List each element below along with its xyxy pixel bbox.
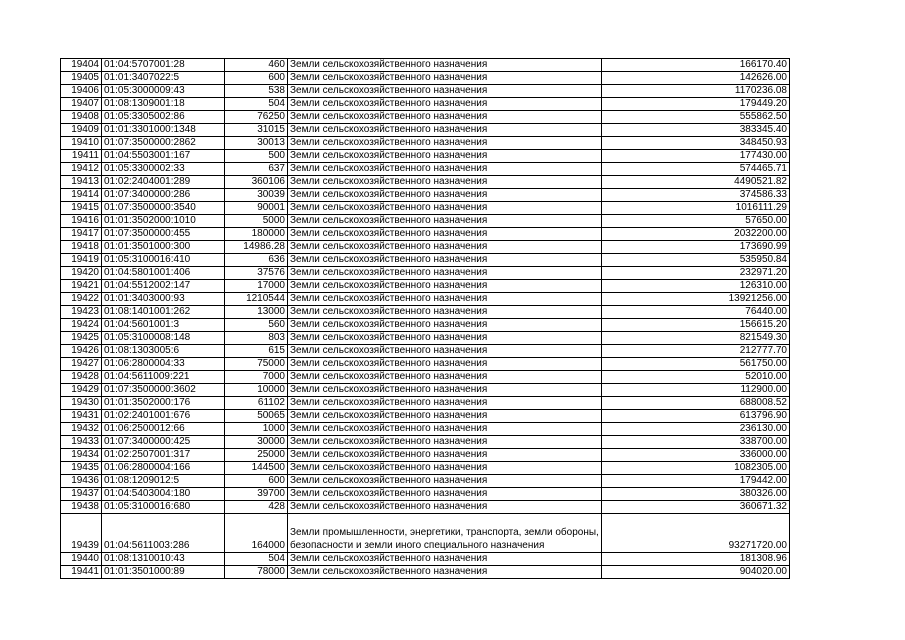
cadastral-value-cell: 348450.93 — [602, 137, 790, 150]
cadastral-number-cell: 01:08:1309001:18 — [102, 98, 225, 111]
table-row — [61, 215, 790, 228]
cadastral-number-cell: 01:06:2800004:33 — [102, 358, 225, 371]
row-number-cell: 19417 — [61, 228, 102, 241]
table-row — [61, 293, 790, 306]
row-number-cell: 19411 — [61, 150, 102, 163]
table-row — [61, 176, 790, 189]
area-cell: 7000 — [225, 371, 288, 384]
cadastral-value-cell: 181308.96 — [602, 553, 790, 566]
row-number-cell: 19407 — [61, 98, 102, 111]
cadastral-number-cell: 01:02:2404001:289 — [102, 176, 225, 189]
area-cell: 360106 — [225, 176, 288, 189]
land-category-cell: Земли сельскохозяйственного назначения — [288, 423, 602, 436]
cadastral-value-cell: 380326.00 — [602, 488, 790, 501]
row-number-cell: 19404 — [61, 59, 102, 72]
land-category-cell: Земли сельскохозяйственного назначения — [288, 358, 602, 371]
area-cell: 61102 — [225, 397, 288, 410]
land-category-cell: Земли сельскохозяйственного назначения — [288, 137, 602, 150]
area-cell: 164000 — [225, 514, 288, 553]
row-number-cell: 19441 — [61, 566, 102, 579]
row-number-cell: 19410 — [61, 137, 102, 150]
row-number-cell: 19436 — [61, 475, 102, 488]
row-number-cell: 19419 — [61, 254, 102, 267]
row-number-cell: 19428 — [61, 371, 102, 384]
table-row — [61, 241, 790, 254]
cadastral-number-cell: 01:07:3500000:3540 — [102, 202, 225, 215]
land-category-cell: Земли сельскохозяйственного назначения — [288, 163, 602, 176]
row-number-cell: 19408 — [61, 111, 102, 124]
row-number-cell: 19423 — [61, 306, 102, 319]
cadastral-number-cell: 01:05:3000009:43 — [102, 85, 225, 98]
table-row — [61, 59, 790, 72]
row-number-cell: 19409 — [61, 124, 102, 137]
cadastral-number-cell: 01:07:3500000:455 — [102, 228, 225, 241]
cadastral-value-cell: 76440.00 — [602, 306, 790, 319]
land-category-cell: Земли сельскохозяйственного назначения — [288, 254, 602, 267]
area-cell: 90001 — [225, 202, 288, 215]
area-cell: 78000 — [225, 566, 288, 579]
cadastral-value-cell: 179442.00 — [602, 475, 790, 488]
land-category-cell: Земли сельскохозяйственного назначения — [288, 85, 602, 98]
cadastral-value-cell: 561750.00 — [602, 358, 790, 371]
land-category-cell: Земли сельскохозяйственного назначения — [288, 267, 602, 280]
table-row — [61, 72, 790, 85]
table-row — [61, 202, 790, 215]
cadastral-number-cell: 01:08:1310010:43 — [102, 553, 225, 566]
land-category-cell: Земли сельскохозяйственного назначения — [288, 215, 602, 228]
table-row — [61, 150, 790, 163]
cadastral-number-cell: 01:06:2500012:66 — [102, 423, 225, 436]
cadastral-value-cell: 57650.00 — [602, 215, 790, 228]
area-cell: 504 — [225, 553, 288, 566]
land-category-cell: Земли сельскохозяйственного назначения — [288, 189, 602, 202]
table-row — [61, 280, 790, 293]
cadastral-value-cell: 236130.00 — [602, 423, 790, 436]
row-number-cell: 19440 — [61, 553, 102, 566]
cadastral-number-cell: 01:04:5611009:221 — [102, 371, 225, 384]
cadastral-value-cell: 126310.00 — [602, 280, 790, 293]
row-number-cell: 19429 — [61, 384, 102, 397]
table-row — [61, 436, 790, 449]
row-number-cell: 19413 — [61, 176, 102, 189]
cadastral-number-cell: 01:07:3500000:2862 — [102, 137, 225, 150]
cadastral-value-cell: 904020.00 — [602, 566, 790, 579]
cadastral-number-cell: 01:01:3501000:300 — [102, 241, 225, 254]
area-cell: 37576 — [225, 267, 288, 280]
land-category-cell: Земли сельскохозяйственного назначения — [288, 397, 602, 410]
land-category-cell: Земли сельскохозяйственного назначения — [288, 475, 602, 488]
cadastral-value-cell: 383345.40 — [602, 124, 790, 137]
row-number-cell: 19437 — [61, 488, 102, 501]
land-category-cell: Земли сельскохозяйственного назначения — [288, 111, 602, 124]
area-cell: 30000 — [225, 436, 288, 449]
area-cell: 1210544 — [225, 293, 288, 306]
land-category-cell: Земли сельскохозяйственного назначения — [288, 306, 602, 319]
table-row — [61, 397, 790, 410]
area-cell: 460 — [225, 59, 288, 72]
land-category-cell: Земли сельскохозяйственного назначения — [288, 319, 602, 332]
cadastral-value-cell: 142626.00 — [602, 72, 790, 85]
cadastral-number-cell: 01:08:1401001:262 — [102, 306, 225, 319]
row-number-cell: 19416 — [61, 215, 102, 228]
cadastral-value-cell: 374586.33 — [602, 189, 790, 202]
cadastral-number-cell: 01:08:1209012:5 — [102, 475, 225, 488]
cadastral-number-cell: 01:05:3305002:86 — [102, 111, 225, 124]
area-cell: 504 — [225, 98, 288, 111]
cadastral-value-cell: 555862.50 — [602, 111, 790, 124]
cadastral-number-cell: 01:01:3502000:1010 — [102, 215, 225, 228]
cadastral-number-cell: 01:01:3501000:89 — [102, 566, 225, 579]
cadastral-number-cell: 01:01:3502000:176 — [102, 397, 225, 410]
table-row — [61, 228, 790, 241]
area-cell: 14986.28 — [225, 241, 288, 254]
table-row — [61, 98, 790, 111]
row-number-cell: 19415 — [61, 202, 102, 215]
area-cell: 637 — [225, 163, 288, 176]
table-row — [61, 319, 790, 332]
cadastral-value-cell: 688008.52 — [602, 397, 790, 410]
row-number-cell: 19414 — [61, 189, 102, 202]
table-row — [61, 410, 790, 423]
cadastral-value-cell: 112900.00 — [602, 384, 790, 397]
land-category-cell: Земли сельскохозяйственного назначения — [288, 371, 602, 384]
land-category-cell: Земли сельскохозяйственного назначения — [288, 501, 602, 514]
land-category-cell: Земли сельскохозяйственного назначения — [288, 176, 602, 189]
cadastral-number-cell: 01:06:2800004:166 — [102, 462, 225, 475]
land-plots-table — [60, 58, 790, 579]
cadastral-value-cell: 360671.32 — [602, 501, 790, 514]
row-number-cell: 19420 — [61, 267, 102, 280]
land-category-cell: Земли сельскохозяйственного назначения — [288, 293, 602, 306]
land-category-cell: Земли сельскохозяйственного назначения — [288, 280, 602, 293]
area-cell: 615 — [225, 345, 288, 358]
area-cell: 180000 — [225, 228, 288, 241]
cadastral-value-cell: 1016111.29 — [602, 202, 790, 215]
table-row — [61, 124, 790, 137]
table-row — [61, 189, 790, 202]
cadastral-number-cell: 01:04:5512002:147 — [102, 280, 225, 293]
cadastral-value-cell: 13921256.00 — [602, 293, 790, 306]
land-category-cell: Земли сельскохозяйственного назначения — [288, 150, 602, 163]
table-row — [61, 267, 790, 280]
table-row — [61, 449, 790, 462]
row-number-cell: 19432 — [61, 423, 102, 436]
table-body — [61, 59, 790, 579]
cadastral-number-cell: 01:04:5801001:406 — [102, 267, 225, 280]
land-category-cell: Земли сельскохозяйственного назначения — [288, 488, 602, 501]
cadastral-number-cell: 01:04:5611003:286 — [102, 514, 225, 553]
area-cell: 600 — [225, 72, 288, 85]
table-row — [61, 163, 790, 176]
cadastral-value-cell: 212777.70 — [602, 345, 790, 358]
row-number-cell: 19405 — [61, 72, 102, 85]
land-category-cell: Земли сельскохозяйственного назначения — [288, 449, 602, 462]
cadastral-value-cell: 93271720.00 — [602, 514, 790, 553]
cadastral-value-cell: 4490521.82 — [602, 176, 790, 189]
table-row — [61, 111, 790, 124]
area-cell: 30039 — [225, 189, 288, 202]
cadastral-value-cell: 156615.20 — [602, 319, 790, 332]
table-row — [61, 358, 790, 371]
cadastral-value-cell: 166170.40 — [602, 59, 790, 72]
cadastral-number-cell: 01:02:2401001:676 — [102, 410, 225, 423]
cadastral-value-cell: 1170236.08 — [602, 85, 790, 98]
table-row — [61, 553, 790, 566]
cadastral-number-cell: 01:02:2507001:317 — [102, 449, 225, 462]
cadastral-value-cell: 613796.90 — [602, 410, 790, 423]
cadastral-number-cell: 01:05:3100016:680 — [102, 501, 225, 514]
row-number-cell: 19421 — [61, 280, 102, 293]
row-number-cell: 19431 — [61, 410, 102, 423]
area-cell: 10000 — [225, 384, 288, 397]
cadastral-value-cell: 2032200.00 — [602, 228, 790, 241]
row-number-cell: 19435 — [61, 462, 102, 475]
cadastral-value-cell: 232971.20 — [602, 267, 790, 280]
land-category-cell: Земли сельскохозяйственного назначения — [288, 436, 602, 449]
table-row — [61, 501, 790, 514]
table-row — [61, 137, 790, 150]
area-cell: 538 — [225, 85, 288, 98]
row-number-cell: 19439 — [61, 514, 102, 553]
land-category-cell: Земли сельскохозяйственного назначения — [288, 59, 602, 72]
cadastral-number-cell: 01:04:5707001:28 — [102, 59, 225, 72]
area-cell: 144500 — [225, 462, 288, 475]
table-row — [61, 462, 790, 475]
table-row — [61, 488, 790, 501]
land-category-cell: Земли сельскохозяйственного назначения — [288, 332, 602, 345]
cadastral-number-cell: 01:05:3100016:410 — [102, 254, 225, 267]
area-cell: 30013 — [225, 137, 288, 150]
area-cell: 803 — [225, 332, 288, 345]
table-row — [61, 345, 790, 358]
cadastral-number-cell: 01:05:3300002:33 — [102, 163, 225, 176]
area-cell: 31015 — [225, 124, 288, 137]
cadastral-number-cell: 01:07:3400000:286 — [102, 189, 225, 202]
land-category-cell: Земли сельскохозяйственного назначения — [288, 228, 602, 241]
cadastral-number-cell: 01:01:3407022:5 — [102, 72, 225, 85]
table-row — [61, 566, 790, 579]
cadastral-number-cell: 01:05:3100008:148 — [102, 332, 225, 345]
table-row — [61, 85, 790, 98]
area-cell: 1000 — [225, 423, 288, 436]
cadastral-value-cell: 177430.00 — [602, 150, 790, 163]
area-cell: 50065 — [225, 410, 288, 423]
land-category-cell: Земли сельскохозяйственного назначения — [288, 345, 602, 358]
table-row — [61, 475, 790, 488]
table-row — [61, 306, 790, 319]
row-number-cell: 19438 — [61, 501, 102, 514]
table-row — [61, 384, 790, 397]
table-row — [61, 371, 790, 384]
area-cell: 39700 — [225, 488, 288, 501]
cadastral-number-cell: 01:07:3400000:425 — [102, 436, 225, 449]
row-number-cell: 19418 — [61, 241, 102, 254]
cadastral-number-cell: 01:04:5403004:180 — [102, 488, 225, 501]
cadastral-number-cell: 01:01:3301000:1348 — [102, 124, 225, 137]
land-category-cell: Земли сельскохозяйственного назначения — [288, 72, 602, 85]
row-number-cell: 19424 — [61, 319, 102, 332]
table-row — [61, 332, 790, 345]
area-cell: 428 — [225, 501, 288, 514]
row-number-cell: 19426 — [61, 345, 102, 358]
land-category-cell: Земли сельскохозяйственного назначения — [288, 462, 602, 475]
land-category-cell: Земли сельскохозяйственного назначения — [288, 98, 602, 111]
land-category-cell: Земли промышленности, энергетики, транспорта, земли обороны, безопасности и земли иного специального назначения — [288, 514, 602, 553]
table-row — [61, 254, 790, 267]
cadastral-number-cell: 01:04:5601001:3 — [102, 319, 225, 332]
cadastral-value-cell: 338700.00 — [602, 436, 790, 449]
cadastral-value-cell: 574465.71 — [602, 163, 790, 176]
area-cell: 13000 — [225, 306, 288, 319]
cadastral-value-cell: 179449.20 — [602, 98, 790, 111]
land-category-cell: Земли сельскохозяйственного назначения — [288, 553, 602, 566]
land-category-cell: Земли сельскохозяйственного назначения — [288, 124, 602, 137]
row-number-cell: 19427 — [61, 358, 102, 371]
land-category-cell: Земли сельскохозяйственного назначения — [288, 241, 602, 254]
table-row — [61, 514, 790, 553]
area-cell: 5000 — [225, 215, 288, 228]
cadastral-value-cell: 821549.30 — [602, 332, 790, 345]
cadastral-number-cell: 01:07:3500000:3602 — [102, 384, 225, 397]
land-category-cell: Земли сельскохозяйственного назначения — [288, 566, 602, 579]
cadastral-number-cell: 01:01:3403000:93 — [102, 293, 225, 306]
area-cell: 75000 — [225, 358, 288, 371]
land-category-cell: Земли сельскохозяйственного назначения — [288, 202, 602, 215]
area-cell: 500 — [225, 150, 288, 163]
area-cell: 25000 — [225, 449, 288, 462]
cadastral-value-cell: 535950.84 — [602, 254, 790, 267]
cadastral-number-cell: 01:04:5503001:167 — [102, 150, 225, 163]
area-cell: 600 — [225, 475, 288, 488]
land-category-cell: Земли сельскохозяйственного назначения — [288, 384, 602, 397]
cadastral-number-cell: 01:08:1303005:6 — [102, 345, 225, 358]
row-number-cell: 19422 — [61, 293, 102, 306]
row-number-cell: 19412 — [61, 163, 102, 176]
area-cell: 636 — [225, 254, 288, 267]
land-category-cell: Земли сельскохозяйственного назначения — [288, 410, 602, 423]
area-cell: 17000 — [225, 280, 288, 293]
row-number-cell: 19434 — [61, 449, 102, 462]
row-number-cell: 19406 — [61, 85, 102, 98]
row-number-cell: 19425 — [61, 332, 102, 345]
cadastral-value-cell: 52010.00 — [602, 371, 790, 384]
row-number-cell: 19430 — [61, 397, 102, 410]
area-cell: 560 — [225, 319, 288, 332]
cadastral-value-cell: 173690.99 — [602, 241, 790, 254]
cadastral-value-cell: 336000.00 — [602, 449, 790, 462]
area-cell: 76250 — [225, 111, 288, 124]
cadastral-value-cell: 1082305.00 — [602, 462, 790, 475]
row-number-cell: 19433 — [61, 436, 102, 449]
table-row — [61, 423, 790, 436]
